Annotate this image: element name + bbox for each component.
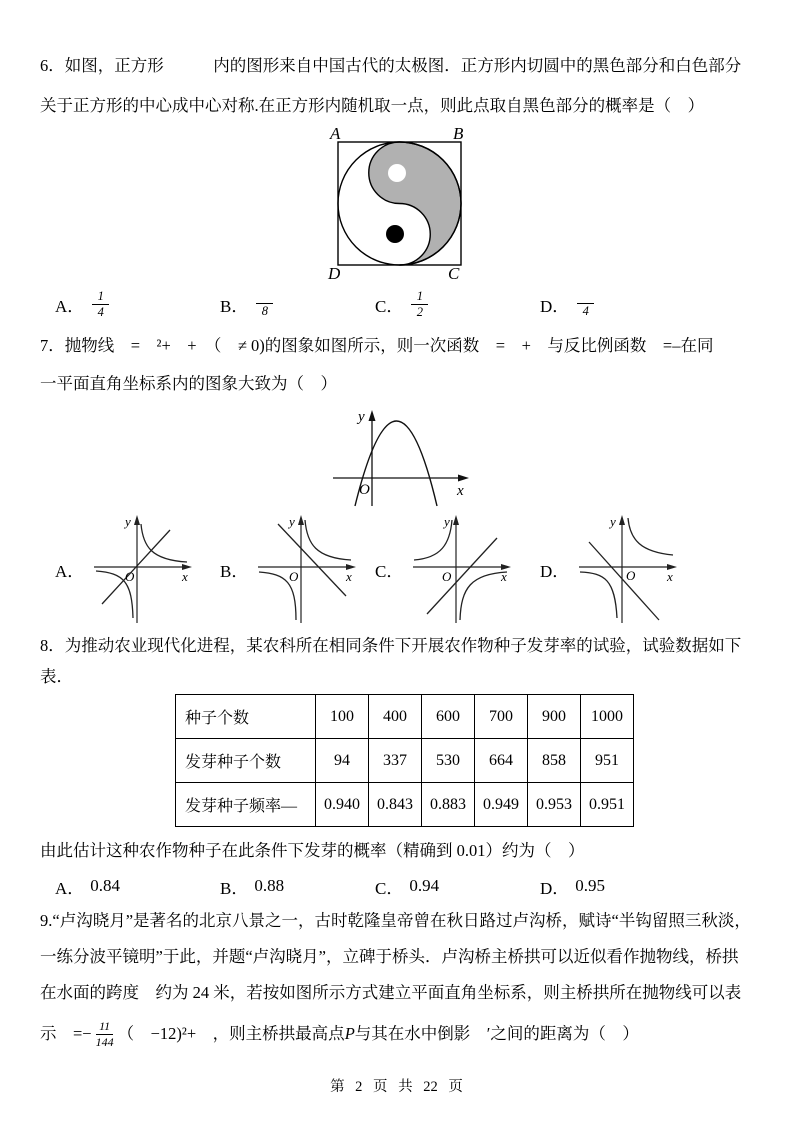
- q7-option-a-graph: [90, 510, 195, 628]
- q6-option-b-fraction: 8: [256, 289, 273, 319]
- q6-option-c-fraction: $\frac{1}{2}$: [411, 289, 428, 320]
- cell: 0.883: [422, 783, 475, 827]
- cell: 858: [528, 739, 581, 783]
- q9-formula-fraction: $\frac{11}{144}$: [95, 1019, 114, 1049]
- q6-option-a-fraction: $\frac{1}{4}$: [92, 289, 109, 320]
- parabola-origin-label: O: [358, 482, 370, 498]
- taiji-diagram: [297, 128, 503, 280]
- graph-x-label: x: [501, 569, 508, 584]
- hyperbola-branch-q3: [580, 572, 617, 618]
- q6-option-a: [55, 289, 220, 320]
- x-axis-arrow-icon: [458, 475, 469, 482]
- table-row: [176, 695, 634, 739]
- q6-option-b-label: B．: [220, 296, 249, 316]
- q7-options: [40, 510, 759, 628]
- y-axis-arrow-icon: [368, 410, 375, 421]
- page-number-footer: 第 2 页 共 22 页: [330, 1079, 463, 1095]
- q8-option-b-label: B．: [220, 878, 249, 898]
- cell: 0.949: [475, 783, 528, 827]
- cell: 400: [369, 695, 422, 739]
- q8-option-b: [220, 874, 375, 899]
- y-axis-arrow-icon: [453, 515, 459, 525]
- hyperbola-branch-q4: [460, 572, 507, 620]
- q6-option-d: [540, 289, 759, 319]
- linear-function-line: [278, 524, 346, 596]
- hyperbola-branch-q1: [305, 520, 351, 560]
- y-axis-arrow-icon: [134, 515, 140, 525]
- q6-figure: [40, 128, 759, 280]
- graph-origin-label: O: [125, 569, 135, 584]
- cell: 100: [316, 695, 369, 739]
- cell: 0.951: [581, 783, 634, 827]
- taiji-white-dot: [388, 164, 406, 182]
- row-header-seed-count: 种子个数: [176, 695, 316, 739]
- q7-text-line2: 一平面直角坐标系内的图象大致为（ ）: [40, 374, 337, 393]
- q7-option-a-label: A．: [55, 561, 85, 581]
- taiji-corner-a: A: [329, 128, 340, 143]
- parabola-y-label: y: [357, 409, 365, 425]
- q8-text-line1: 8．为推动农业现代化进程，某农科所在相同条件下开展农作物种子发芽率的试验，试验数据如下: [40, 636, 742, 655]
- q7-option-a: [55, 510, 220, 628]
- row-header-germination-frequency: 发芽种子频率—: [176, 783, 316, 827]
- cell: 951: [581, 739, 634, 783]
- hyperbola-branch-q1: [141, 524, 187, 562]
- question-7: [40, 326, 759, 628]
- q6-text-line2: 关于正方形的中心成中心对称.在正方形内随机取一点，则此点取自黑色部分的概率是（ ）: [40, 96, 705, 115]
- cell: 94: [316, 739, 369, 783]
- taiji-corner-d: D: [327, 264, 340, 280]
- parabola-x-label: x: [456, 483, 464, 499]
- q6-option-c-label: C．: [375, 296, 404, 316]
- q8-option-c-value: 0.94: [409, 876, 440, 895]
- graph-x-label: x: [346, 569, 353, 584]
- q9-text-line1: 9.“卢沟晓月”是著名的北京八景之一，古时乾隆皇帝曾在秋日路过卢沟桥，赋诗“半钩留照三秋淡，: [40, 911, 751, 930]
- q8-option-d-value: 0.95: [575, 876, 606, 895]
- q6-option-d-fraction: 4: [577, 289, 594, 319]
- q6-text-line1: 6．如图，正方形 内的图形来自中国古代的太极图．正方形内切圆中的黑色部分和白色部分: [40, 56, 742, 75]
- q8-option-d-label: D．: [540, 878, 570, 898]
- cell: 0.940: [316, 783, 369, 827]
- cell: 664: [475, 739, 528, 783]
- graph-origin-label: O: [289, 569, 299, 584]
- seed-data-table: [175, 694, 634, 827]
- hyperbola-branch-q1: [628, 518, 673, 555]
- taiji-corner-c: C: [447, 264, 459, 280]
- q8-conclusion: 由此估计这种农作物种子在此条件下发芽的概率（精确到 0.01）约为（ ）: [40, 841, 585, 860]
- q7-option-b-graph: [254, 510, 359, 628]
- graph-x-label: x: [182, 569, 189, 584]
- q7-option-b: [220, 510, 375, 628]
- q9-text-line3: 在水面的跨度 约为 24 米，若按如图所示方式建立平面直角坐标系，则主桥拱所在抛物线可以表: [40, 983, 742, 1002]
- q9-formula-post: 与其在水中倒影 ′之间的距离为（ ）: [354, 1024, 639, 1043]
- q8-option-a-label: A．: [55, 878, 85, 898]
- q7-option-c-label: C．: [375, 561, 404, 581]
- y-axis-arrow-icon: [619, 515, 625, 525]
- q6-option-d-label: D．: [540, 296, 570, 316]
- q7-option-b-label: B．: [220, 561, 249, 581]
- question-8: [40, 628, 759, 903]
- q7-option-c: [375, 510, 540, 628]
- q8-text-line2: 表．: [40, 667, 73, 686]
- q8-option-d: [540, 874, 759, 899]
- graph-origin-label: O: [442, 569, 452, 584]
- q8-options: [40, 869, 759, 903]
- cell: 900: [528, 695, 581, 739]
- q7-option-c-graph: [409, 510, 514, 628]
- taiji-corner-b: B: [452, 128, 463, 143]
- parabola-diagram: [325, 406, 475, 508]
- taiji-black-dot: [386, 225, 404, 243]
- question-6: [40, 46, 759, 326]
- table-row: [176, 783, 634, 827]
- q6-option-b: [220, 289, 375, 319]
- cell: 700: [475, 695, 528, 739]
- q9-text-line2: 一练分波平镜明”于此，并题“卢沟晓月”，立碑于桥头．卢沟桥主桥拱可以近似看作抛物线，桥拱: [40, 947, 739, 966]
- q7-option-d: [540, 510, 759, 628]
- cell: 0.953: [528, 783, 581, 827]
- cell: 1000: [581, 695, 634, 739]
- q8-option-c: [375, 874, 540, 899]
- q8-option-b-value: 0.88: [254, 876, 285, 895]
- cell: 0.843: [369, 783, 422, 827]
- q8-option-a-value: 0.84: [90, 876, 121, 895]
- q7-figure: [40, 406, 759, 508]
- row-header-germinated-count: 发芽种子个数: [176, 739, 316, 783]
- q9-formula-pre: 示 =−: [40, 1024, 92, 1043]
- q9-point-p-label: P: [344, 1024, 355, 1043]
- graph-y-label: y: [610, 514, 617, 529]
- graph-y-label: y: [444, 514, 451, 529]
- cell: 337: [369, 739, 422, 783]
- q7-text-line1: 7．抛物线 = ²+ + （ ≠ 0)的图象如图所示，则一次函数 = + 与反比例函数 =–在同: [40, 336, 714, 355]
- y-axis-arrow-icon: [298, 515, 304, 525]
- cell: 600: [422, 695, 475, 739]
- table-row: [176, 739, 634, 783]
- graph-y-label: y: [125, 514, 132, 529]
- linear-function-line: [589, 542, 659, 620]
- q6-option-c: [375, 289, 540, 320]
- q9-formula-mid: （ −12)²+ ，则主桥拱最高点: [117, 1024, 345, 1043]
- graph-y-label: y: [289, 514, 296, 529]
- graph-x-label: x: [667, 569, 674, 584]
- q6-options: [40, 282, 759, 326]
- graph-origin-label: O: [626, 568, 636, 583]
- q8-option-a: [55, 874, 220, 899]
- q7-option-d-label: D．: [540, 561, 570, 581]
- cell: 530: [422, 739, 475, 783]
- q9-text-line4: [40, 1011, 759, 1057]
- question-9: [40, 903, 759, 1057]
- q6-option-a-label: A．: [55, 296, 85, 316]
- q8-option-c-label: C．: [375, 878, 404, 898]
- q7-option-d-graph: [575, 510, 680, 628]
